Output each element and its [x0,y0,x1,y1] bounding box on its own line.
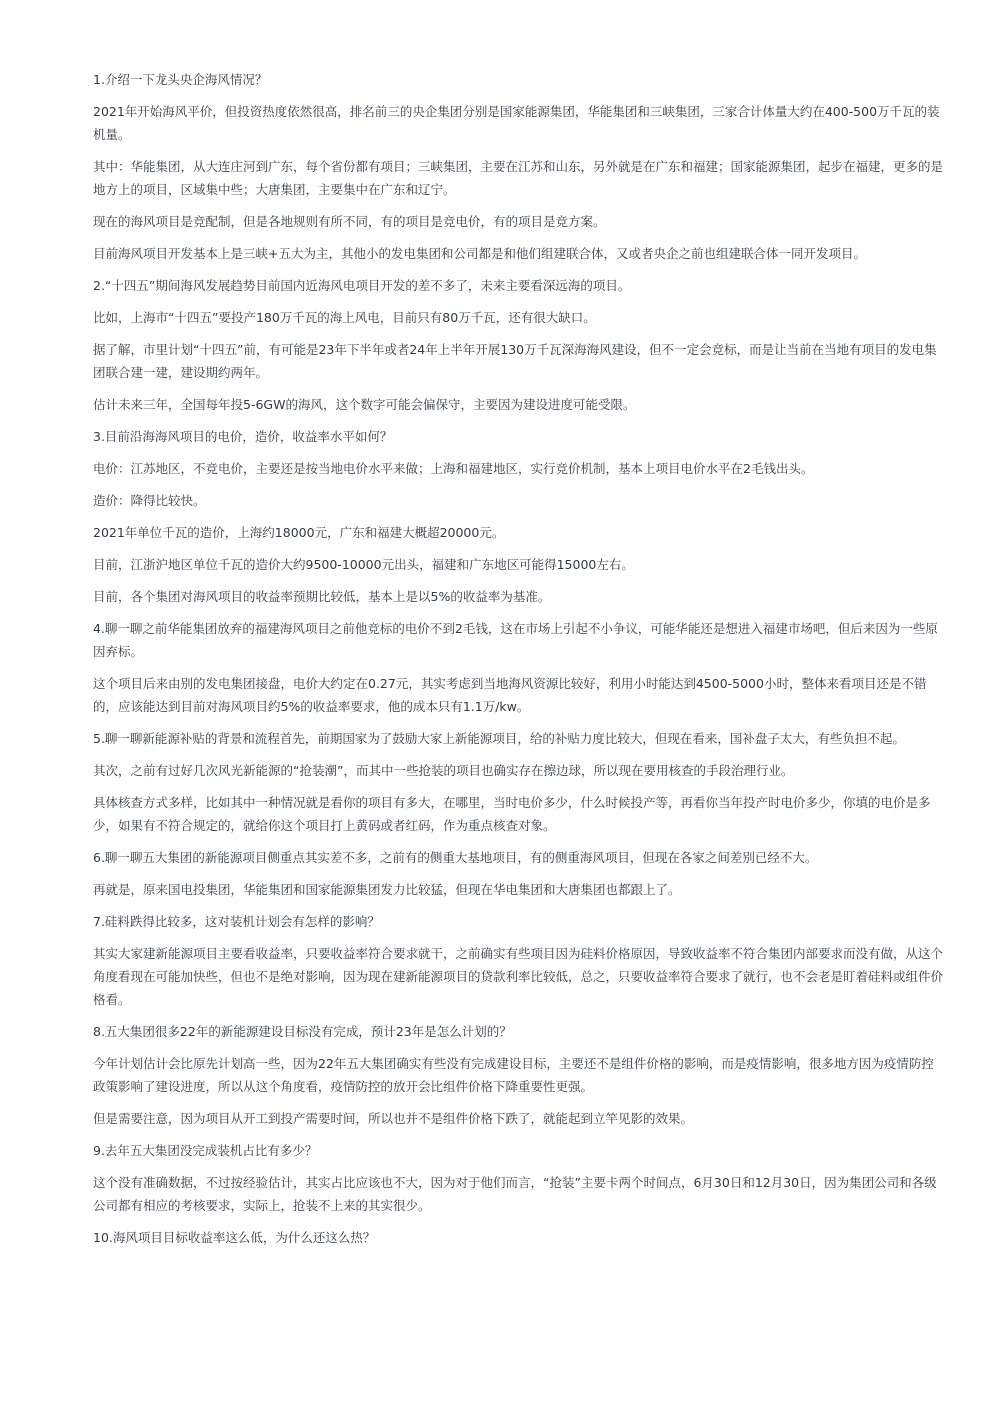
question-heading: 10.海风项目目标收益率这么低，为什么还这么热？ [93,1230,376,1245]
question-heading: 9.去年五大集团没完成装机占比有多少？ [93,1143,318,1158]
question-heading: 7.硅料跌得比较多，这对装机计划会有怎样的影响？ [93,914,380,929]
answer-paragraph: 其次，之前有过好几次风光新能源的“抢装潮”，而其中一些抢装的项目也确实存在擦边球，所以现在要用核查的手段治理行业。 [93,763,794,778]
answer-paragraph: 2021年开始海风平价，但投资热度依然很高，排名前三的央企集团分别是国家能源集团，华能集团和三峡集团，三家合计体量大约在400-500万千瓦的装机量。 [93,104,940,142]
document-body [93,68,945,1258]
answer-paragraph: 电价：江苏地区，不竞电价，主要还是按当地电价水平来做；上海和福建地区，实行竞价机制，基本上项目电价水平在2毛钱出头。 [93,461,814,476]
question-heading: 2.“十四五”期间海风发展趋势目前国内近海风电项目开发的差不多了，未来主要看深远海的项目。 [93,278,631,293]
answer-paragraph: 今年计划估计会比原先计划高一些，因为22年五大集团确实有些没有完成建设目标，主要还不是组件价格的影响，而是疫情影响，很多地方因为疫情防控政策影响了建设进度，所以从这个角度看，疫情防控的放开会比组件价格下降重要性更强。 [93,1056,934,1094]
answer-paragraph: 目前，各个集团对海风项目的收益率预期比较低，基本上是以5%的收益率为基准。 [93,589,551,604]
question-heading: 5.聊一聊新能源补贴的背景和流程首先，前期国家为了鼓励大家上新能源项目，给的补贴力度比较大，但现在看来，国补盘子太大，有些负担不起。 [93,731,905,746]
answer-paragraph: 其中：华能集团，从大连庄河到广东，每个省份都有项目；三峡集团，主要在江苏和山东，另外就是在广东和福建；国家能源集团，起步在福建，更多的是地方上的项目，区域集中些；大唐集团，主要集中在广东和辽宁。 [93,159,944,197]
question-heading: 8.五大集团很多22年的新能源建设目标没有完成，预计23年是怎么计划的？ [93,1024,512,1039]
answer-paragraph: 目前，江浙沪地区单位千瓦的造价大约9500-10000元出头，福建和广东地区可能得15000左右。 [93,557,634,572]
answer-paragraph: 比如，上海市“十四五”要投产180万千瓦的海上风电，目前只有80万千瓦，还有很大缺口。 [93,310,596,325]
question-heading: 4.聊一聊之前华能集团放弃的福建海风项目之前他竞标的电价不到2毛钱，这在市场上引起不小争议，可能华能还是想进入福建市场吧，但后来因为一些原因弃标。 [93,621,938,659]
answer-paragraph: 造价：降得比较快。 [93,493,206,508]
answer-paragraph: 再就是，原来国电投集团，华能集团和国家能源集团发力比较猛，但现在华电集团和大唐集团也都跟上了。 [93,882,681,897]
answer-paragraph: 据了解，市里计划“十四五”前，有可能是23年下半年或者24年上半年开展130万千瓦深海海风建设，但不一定会竞标，而是让当前在当地有项目的发电集团联合建一建，建设期约两年。 [93,342,937,380]
answer-paragraph: 这个项目后来由别的发电集团接盘，电价大约定在0.27元，其实考虑到当地海风资源比较好，利用小时能达到4500-5000小时，整体来看项目还是不错的，应该能达到目前对海风项目约5%的收益率要求，他的成本只有1.1万/kw。 [93,676,927,714]
answer-paragraph: 现在的海风项目是竞配制，但是各地规则有所不同，有的项目是竞电价，有的项目是竞方案。 [93,214,606,229]
question-heading: 6.聊一聊五大集团的新能源项目侧重点其实差不多，之前有的侧重大基地项目，有的侧重海风项目，但现在各家之间差别已经不大。 [93,850,818,865]
answer-paragraph: 这个没有准确数据，不过按经验估计，其实占比应该也不大，因为对于他们而言，“抢装”主要卡两个时间点，6月30日和12月30日，因为集团公司和各级公司都有相应的考核要求，实际上，抢装不上来的其实很少。 [93,1175,937,1213]
question-heading: 1.介绍一下龙头央企海风情况？ [93,72,268,87]
answer-paragraph: 2021年单位千瓦的造价，上海约18000元，广东和福建大概超20000元。 [93,525,505,540]
answer-paragraph: 具体核查方式多样，比如其中一种情况就是看你的项目有多大，在哪里，当时电价多少，什么时候投产等，再看你当年投产时电价多少，你填的电价是多少，如果有不符合规定的，就给你这个项目打上黄码或者红码，作为重点核查对象。 [93,795,931,833]
answer-paragraph: 但是需要注意，因为项目从开工到投产需要时间，所以也并不是组件价格下跌了，就能起到立竿见影的效果。 [93,1111,694,1126]
answer-paragraph: 其实大家建新能源项目主要看收益率，只要收益率符合要求就干，之前确实有些项目因为硅料价格原因，导致收益率不符合集团内部要求而没有做，从这个角度看现在可能加快些，但也不是绝对影响，因为现在建新能源项目的贷款利率比较低，总之，只要收益率符合要求了就行，也不会老是盯着硅料或组件价格看。 [93,946,944,1007]
answer-paragraph: 目前海风项目开发基本上是三峡+五大为主，其他小的发电集团和公司都是和他们组建联合体，又或者央企之前也组建联合体一同开发项目。 [93,246,866,261]
answer-paragraph: 估计未来三年，全国每年投5-6GW的海风，这个数字可能会偏保守，主要因为建设进度可能受限。 [93,397,636,412]
question-heading: 3.目前沿海海风项目的电价，造价，收益率水平如何？ [93,429,393,444]
